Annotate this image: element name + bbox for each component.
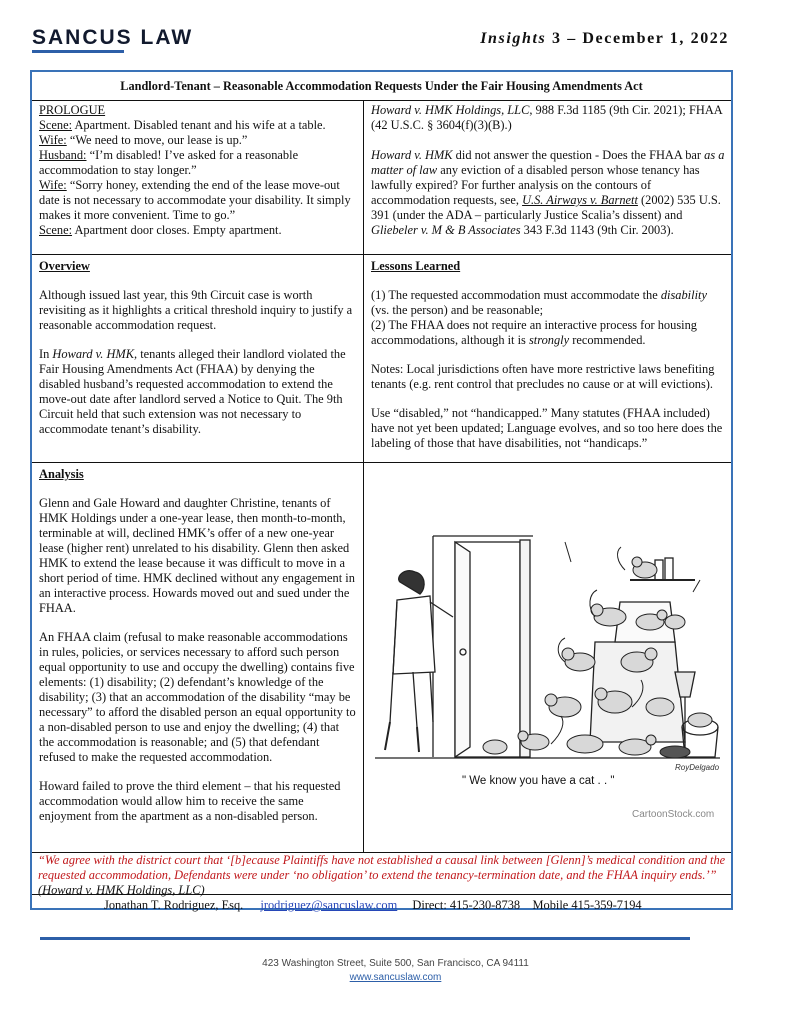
contact-line — [32, 898, 731, 912]
brand-logo: SANCUS LAW — [32, 26, 194, 49]
lessons-notes: Notes: Local jurisdictions often have more restrictive laws benefiting tenants (e.g. rent control that precludes no cause or at will evictions). — [371, 362, 715, 391]
issue-header — [480, 30, 729, 48]
prologue-line: Scene: Apartment. Disabled tenant and his wife at a table. — [39, 118, 326, 132]
brand-underline — [32, 50, 124, 53]
overview-cell — [32, 255, 363, 462]
insights-label: Insights — [480, 30, 547, 47]
analysis-paragraph: Glenn and Gale Howard and daughter Christine, tenants of HMK Holdings under a one-year lease, then month-to-month, terminable at will, declined HMK’s offer of a new one-year lease (higher rent) unrelated to his disability. Glenn then asked HMK to extend the lease because it was difficult to move in a short period of time. HMK declined without any engagement in an interactive process. Howards moved out and sued under the FHAA. — [39, 496, 355, 615]
citation-commentary: Howard v. HMK did not answer the question - Does the FHAA bar as a matter of law any eviction of a disabled person whose tenancy has lawfully expired? For further analysis on the contours of accommodation requests, see, U.S. Airways v. Barnett (2002) 535 U.S. 391 (under the ADA – particularly Justice Scalia’s dissent) and Gliebeler v. M & B Associates 343 F.3d 1143 (9th Cir. 2003). — [371, 148, 725, 237]
analysis-paragraph: Howard failed to prove the third element – that his requested accommodation would allow him to receive the same enjoyment from the apartment as a non-disabled person. — [39, 779, 341, 823]
prologue-line: Scene: Apartment door closes. Empty apartment. — [39, 223, 282, 237]
table-title: Landlord-Tenant – Reasonable Accommodation Requests Under the Fair Housing Amendments Act — [32, 72, 731, 101]
direct-phone: Direct: 415-230-8738 — [412, 898, 521, 912]
lessons-heading: Lessons Learned — [371, 259, 461, 273]
attorney-name: Jonathan T. Rodriguez, Esq. — [104, 898, 244, 912]
cartoon-caption: " We know you have a cat . . " — [462, 775, 615, 787]
case-citation: Howard v. HMK Holdings, LLC, 988 F.3d 1185 (9th Cir. 2021); FHAA (42 U.S.C. § 3604(f)(3)(B).) — [371, 103, 723, 132]
overview-heading: Overview — [39, 259, 90, 273]
prologue-line: Husband: “I’m disabled! I’ve asked for a reasonable accommodation to stay longer.” — [39, 148, 299, 177]
lessons-cell — [364, 255, 733, 462]
cartoon-credit: CartoonStock.com — [632, 809, 715, 820]
prologue-line: Wife: “Sorry honey, extending the end of the lease move-out date is not necessary to accommodate your disability. It simply makes it more convenient. Time to go.” — [39, 178, 351, 222]
footer-divider — [40, 937, 690, 940]
analysis-paragraph: An FHAA claim (refusal to make reasonable accommodations in rules, policies, or services necessary to afford such person equal opportunity to use and occupy the dwelling) contains five elements: (1) disability; (2) defendant’s knowledge of the disability; (3) that an accommodation of the disability “may be necessary” to afford the disabled person an equal opportunity to a non-disabled person to use and enjoy the dwelling; (4) that the accommodation is reasonable; and (5) that defendant refused to make the requested accommodation. — [39, 630, 356, 764]
footer-address: 423 Washington Street, Suite 500, San Francisco, CA 94111 — [262, 958, 529, 969]
footer-website-link[interactable]: www.sancuslaw.com — [349, 972, 442, 983]
prologue-line: Wife: “We need to move, our lease is up.” — [39, 133, 248, 147]
overview-paragraph: Although issued last year, this 9th Circuit case is worth revisiting as it highlights a critical threshold inquiry to justify a reasonable accommodation request. — [39, 288, 353, 332]
email-link[interactable]: jrodriguez@sancuslaw.com — [260, 898, 398, 912]
analysis-cell — [32, 463, 363, 852]
issue-date: 3 – December 1, 2022 — [552, 30, 729, 47]
lessons-usage: Use “disabled,” not “handicapped.” Many statutes (FHAA included) have not yet been updated; Language evolves, and so too here does the labeling of those that have disabilities, not “handicaps.” — [371, 406, 723, 450]
lesson-item: (1) The requested accommodation must accommodate the disability (vs. the person) and be reasonable; (2) The FHAA does not require an interactive process for housing accommodations, although it is strongly recommended. — [371, 288, 707, 347]
analysis-heading: Analysis — [39, 467, 84, 481]
svg-text:RoyDelgado: RoyDelgado — [675, 763, 720, 772]
overview-paragraph: In Howard v. HMK, tenants alleged their landlord violated the Fair Housing Amendments Act (FHAA) by denying the disabled husband’s requested accommodation to extend the move-out date after landlord served a Notice to Quit. The 9th Circuit held that such extension was not necessary to accommodate tenant’s disability. — [39, 347, 346, 436]
prologue-heading: PROLOGUE — [39, 103, 106, 117]
mobile-phone: Mobile 415-359-7194 — [532, 898, 642, 912]
prologue-cell — [32, 101, 363, 254]
citation-cell — [364, 101, 733, 254]
court-quote: “We agree with the district court that ‘[b]ecause Plaintiffs have not established a causal link between [Glenn]’s medical condition and the requested accommodation, Defendants were under ‘no obligation’ to extend the tenancy-termination date, and the FHAA inquiry ends.’” (Howard v. HMK Holdings, LLC) — [38, 853, 726, 897]
